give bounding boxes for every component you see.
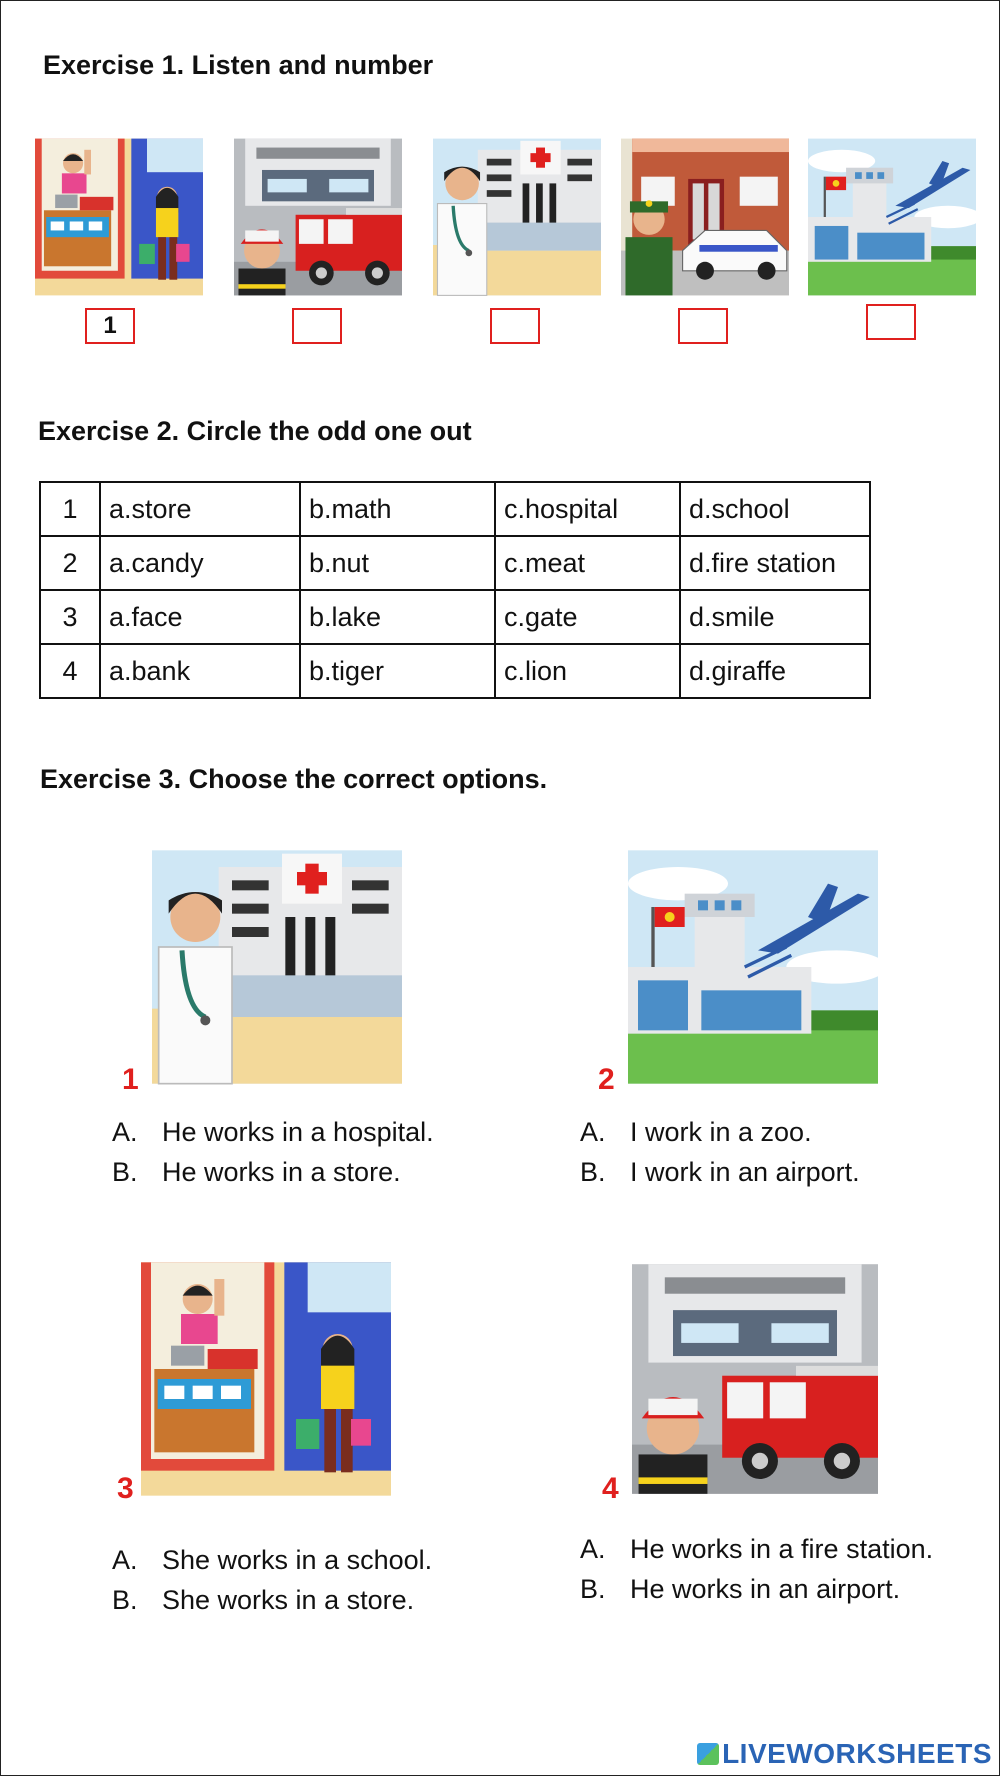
odd-one-out-table: [39, 481, 871, 699]
row-number: 4: [40, 644, 100, 698]
option-b[interactable]: B. He works in a store.: [112, 1157, 401, 1187]
ex1-answer-box-1[interactable]: 1: [85, 308, 135, 344]
ex1-picture-store: [35, 138, 203, 296]
row-number: 2: [40, 536, 100, 590]
word-option[interactable]: a.candy: [100, 536, 300, 590]
question-number: 3: [117, 1472, 134, 1505]
option-a[interactable]: A. He works in a hospital.: [112, 1117, 434, 1147]
table-row: [40, 644, 870, 698]
ex1-answer-box-4[interactable]: [678, 308, 728, 344]
word-option[interactable]: d.school: [680, 482, 870, 536]
option-b[interactable]: B. I work in an airport.: [580, 1157, 860, 1187]
ex1-answer-box-3[interactable]: [490, 308, 540, 344]
ex3-picture-fire-station: [632, 1252, 878, 1506]
word-option[interactable]: b.tiger: [300, 644, 495, 698]
brand-icon: [697, 1743, 719, 1765]
question-number: 1: [122, 1063, 139, 1096]
word-option[interactable]: a.face: [100, 590, 300, 644]
word-option[interactable]: a.store: [100, 482, 300, 536]
word-option[interactable]: c.gate: [495, 590, 680, 644]
liveworksheets-logo[interactable]: LIVEWORKSHEETS: [697, 1738, 992, 1770]
question-number: 4: [602, 1472, 619, 1505]
word-option[interactable]: b.nut: [300, 536, 495, 590]
word-option[interactable]: c.meat: [495, 536, 680, 590]
ex1-picture-airport: [808, 138, 976, 296]
table-row: [40, 482, 870, 536]
ex3-picture-hospital: [152, 840, 402, 1094]
exercise-2-title: Exercise 2. Circle the odd one out: [38, 416, 472, 446]
word-option[interactable]: b.math: [300, 482, 495, 536]
ex1-answer-box-2[interactable]: [292, 308, 342, 344]
option-a[interactable]: A. I work in a zoo.: [580, 1117, 812, 1147]
option-a[interactable]: A. She works in a school.: [112, 1545, 433, 1575]
word-option[interactable]: b.lake: [300, 590, 495, 644]
word-option[interactable]: d.fire station: [680, 536, 870, 590]
table-row: [40, 536, 870, 590]
word-option[interactable]: c.hospital: [495, 482, 680, 536]
word-option[interactable]: d.giraffe: [680, 644, 870, 698]
option-a[interactable]: A. He works in a fire station.: [580, 1534, 934, 1564]
word-option[interactable]: d.smile: [680, 590, 870, 644]
ex1-picture-hospital: [433, 138, 601, 296]
row-number: 3: [40, 590, 100, 644]
ex1-picture-fire-station: [234, 138, 402, 296]
ex3-picture-airport: [628, 840, 878, 1094]
exercise-3-title: Exercise 3. Choose the correct options.: [40, 764, 548, 794]
ex1-answer-box-5[interactable]: [866, 304, 916, 340]
word-option[interactable]: c.lion: [495, 644, 680, 698]
option-b[interactable]: B. She works in a store.: [112, 1585, 415, 1615]
row-number: 1: [40, 482, 100, 536]
exercise-1-title: Exercise 1. Listen and number: [43, 50, 434, 80]
word-option[interactable]: a.bank: [100, 644, 300, 698]
ex3-picture-store: [141, 1252, 391, 1506]
table-row: [40, 590, 870, 644]
question-number: 2: [598, 1063, 615, 1096]
option-b[interactable]: B. He works in an airport.: [580, 1574, 901, 1604]
ex1-picture-police-station: [621, 138, 789, 296]
